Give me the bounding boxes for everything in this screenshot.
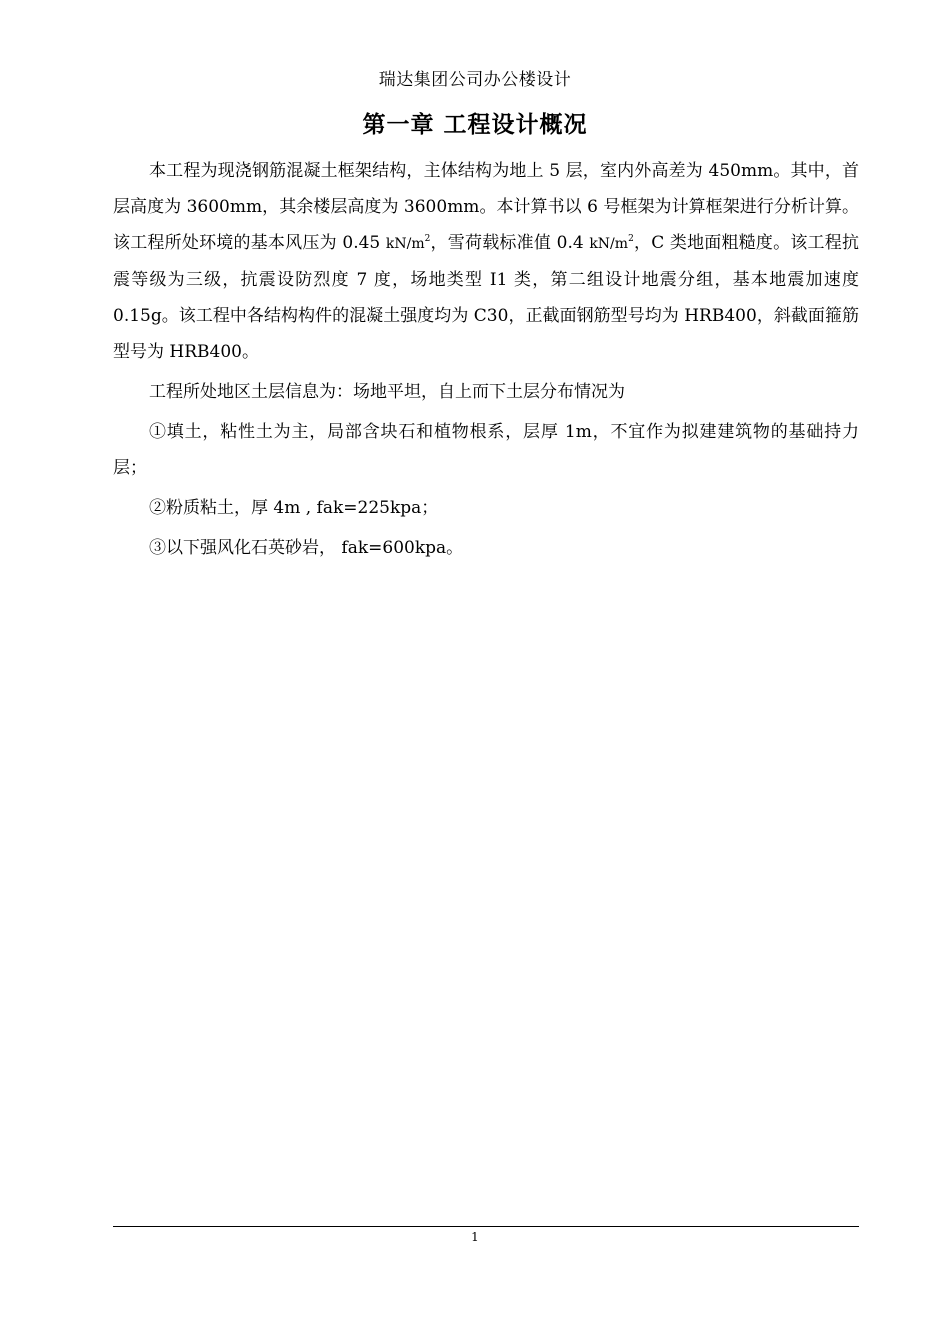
paragraph-soil-intro: 工程所处地区土层信息为：场地平坦，自上而下土层分布情况为 xyxy=(149,382,625,402)
paragraph-soil-layer-3: ③以下强风化石英砂岩， fak=600kpa。 xyxy=(149,538,464,558)
overview-text-part-1: 本工程为现浇钢筋混凝土框架结构，主体结构为地上 5 层，室内外高差为 450mm。其中，首层高度为 3600mm，其余楼层高度为 3600mm。本计算书以 6 号框架为计算框架进行分析计算。该工程所处环境的基本风压为 0.45 xyxy=(113,161,859,253)
unit-superscript: 2 xyxy=(628,234,634,244)
page-number: 1 xyxy=(471,1230,479,1244)
chapter-title: 第一章 工程设计概况 xyxy=(362,112,588,138)
body-text xyxy=(113,153,859,566)
snow-load-unit: kN/m xyxy=(589,236,629,252)
unit-superscript: 2 xyxy=(424,234,431,244)
running-header: 瑞达集团公司办公楼设计 xyxy=(378,70,572,90)
paragraph-project-overview xyxy=(113,153,859,370)
wind-pressure-unit: kN/m xyxy=(385,236,425,252)
overview-text-part-3: ，C 类地面粗糙度。该工程抗震等级为三级，抗震设防烈度 7 度，场地类型 I1 类，第二组设计地震分组，基本地震加速度 0.15g。该工程中各结构构件的混凝土强度均为 C30，正截面钢筋型号均为 HRB400，斜截面箍筋型号为 HRB400。 xyxy=(113,233,859,362)
paragraph-soil-layer-2: ②粉质粘土，厚 4m , fak=225kpa； xyxy=(149,498,439,518)
footer-divider xyxy=(113,1226,859,1227)
paragraph-soil-layer-1: ①填土，粘性土为主，局部含块石和植物根系，层厚 1m，不宜作为拟建建筑物的基础持力层； xyxy=(113,422,859,478)
overview-text-part-2: ，雪荷载标准值 0.4 xyxy=(430,233,590,253)
